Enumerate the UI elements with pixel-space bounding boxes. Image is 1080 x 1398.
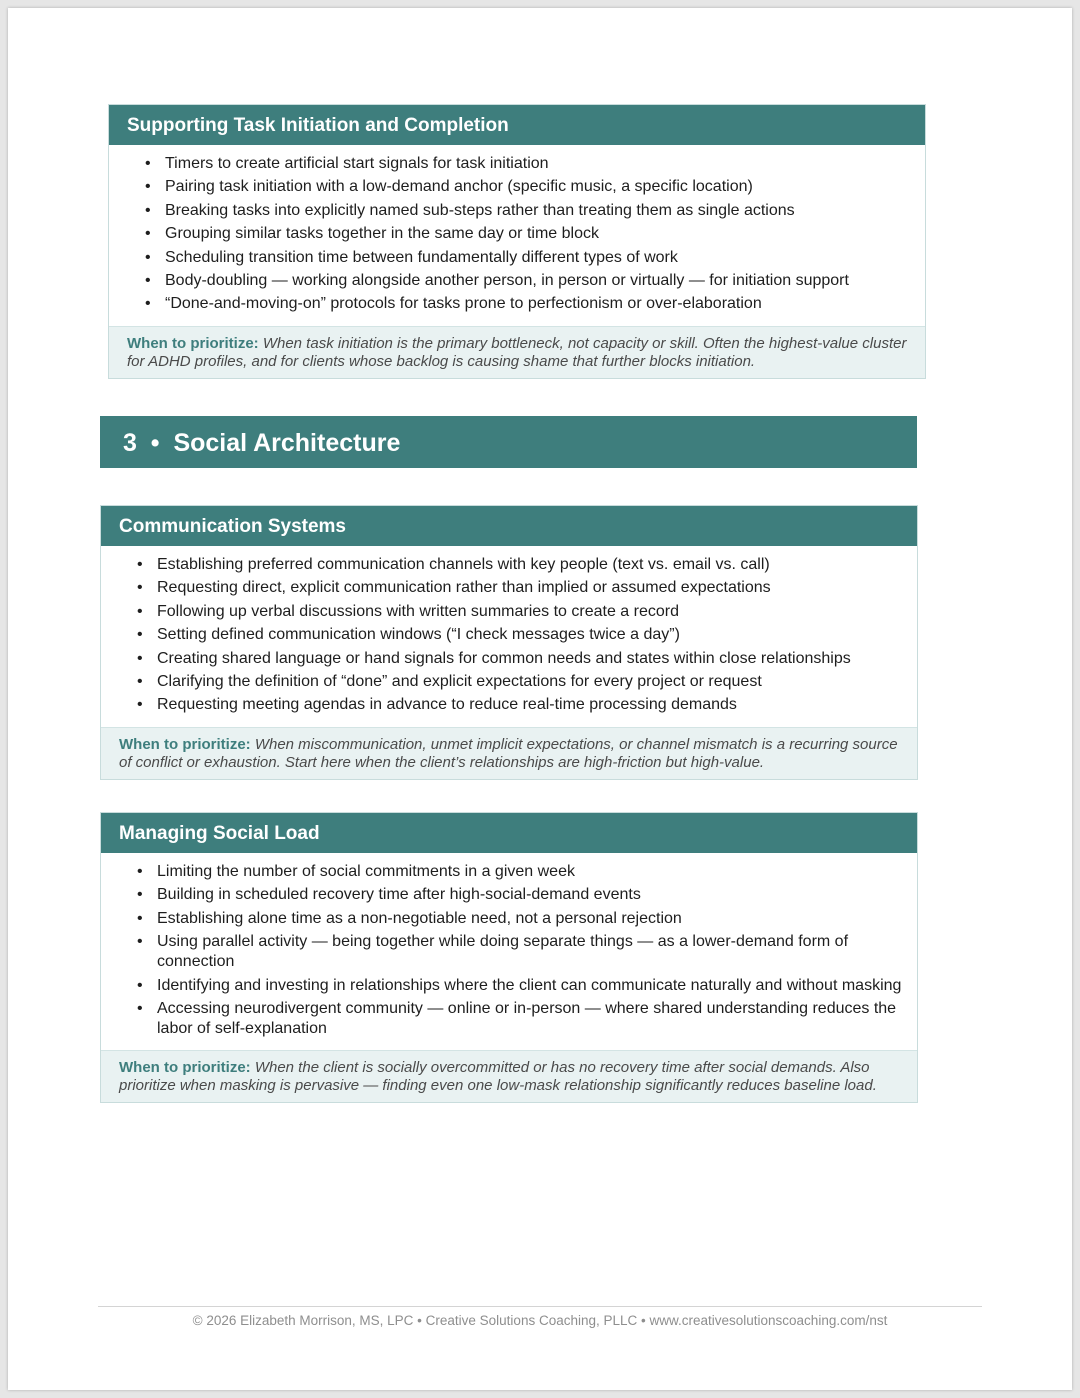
list-item: • Scheduling transition time between fundamentally different types of work <box>145 248 911 268</box>
footer-divider <box>98 1306 982 1307</box>
page-footer: © 2026 Elizabeth Morrison, MS, LPC • Creative Solutions Coaching, PLLC • www.creativesolutionscoaching.com/nst <box>192 1313 888 1328</box>
list-item: • Setting defined communication windows (“I check messages twice a day”) <box>137 625 903 645</box>
card-title: Supporting Task Initiation and Completion <box>109 105 925 145</box>
prioritize-text: When the client is socially overcommitted or has no recovery time after social demands. Also prioritize when masking is pervasive — finding even one low-mask relationship significantly reduces baseline load. <box>119 1059 877 1095</box>
card-title: Communication Systems <box>101 506 917 546</box>
prioritize-note <box>109 326 925 378</box>
card-title: Managing Social Load <box>101 813 917 853</box>
bullet-list <box>109 145 925 326</box>
list-item: • Limiting the number of social commitments in a given week <box>137 862 903 882</box>
list-item: • Following up verbal discussions with written summaries to create a record <box>137 602 903 622</box>
list-item: • Identifying and investing in relationships where the client can communicate naturally and without masking <box>137 976 903 996</box>
list-item: • Establishing alone time as a non-negotiable need, not a personal rejection <box>137 909 903 929</box>
communication-systems-card <box>100 505 918 780</box>
list-item: • Body-doubling — working alongside another person, in person or virtually — for initiation support <box>145 271 911 291</box>
list-item: • Pairing task initiation with a low-demand anchor (specific music, a specific location) <box>145 177 911 197</box>
prioritize-label: When to prioritize: <box>127 334 259 352</box>
list-item: • Requesting direct, explicit communication rather than implied or assumed expectations <box>137 578 903 598</box>
managing-social-load-card <box>100 812 918 1103</box>
list-item: • Creating shared language or hand signals for common needs and states within close relationships <box>137 649 903 669</box>
prioritize-note <box>101 727 917 779</box>
list-item: • Using parallel activity — being together while doing separate things — as a lower-demand form of connection <box>137 932 903 972</box>
prioritize-text: When miscommunication, unmet implicit expectations, or channel mismatch is a recurring source of conflict or exhaustion. Start here when the client’s relationships are high-friction but high-value. <box>119 735 898 771</box>
list-item: • Building in scheduled recovery time after high-social-demand events <box>137 885 903 905</box>
document-page <box>8 8 1072 1390</box>
list-item: • Timers to create artificial start signals for task initiation <box>145 154 911 174</box>
prioritize-note <box>101 1050 917 1102</box>
section-heading: 3 • Social Architecture <box>100 416 917 468</box>
prioritize-label: When to prioritize: <box>119 735 251 753</box>
list-item: • “Done-and-moving-on” protocols for tasks prone to perfectionism or over-elaboration <box>145 294 911 314</box>
list-item: • Grouping similar tasks together in the same day or time block <box>145 224 911 244</box>
list-item: • Requesting meeting agendas in advance to reduce real-time processing demands <box>137 695 903 715</box>
bullet-list <box>101 546 917 727</box>
list-item: • Clarifying the definition of “done” and explicit expectations for every project or request <box>137 672 903 692</box>
list-item: • Establishing preferred communication channels with key people (text vs. email vs. call) <box>137 555 903 575</box>
list-item: • Accessing neurodivergent community — online or in-person — where shared understanding reduces the labor of self-explanation <box>137 999 903 1039</box>
bullet-list <box>101 853 917 1050</box>
task-initiation-card <box>108 104 926 379</box>
list-item: • Breaking tasks into explicitly named sub-steps rather than treating them as single actions <box>145 201 911 221</box>
prioritize-label: When to prioritize: <box>119 1059 251 1077</box>
prioritize-text: When task initiation is the primary bottleneck, not capacity or skill. Often the highest-value cluster for ADHD profiles, and for clients whose backlog is causing shame that further blocks initiation. <box>127 334 907 370</box>
